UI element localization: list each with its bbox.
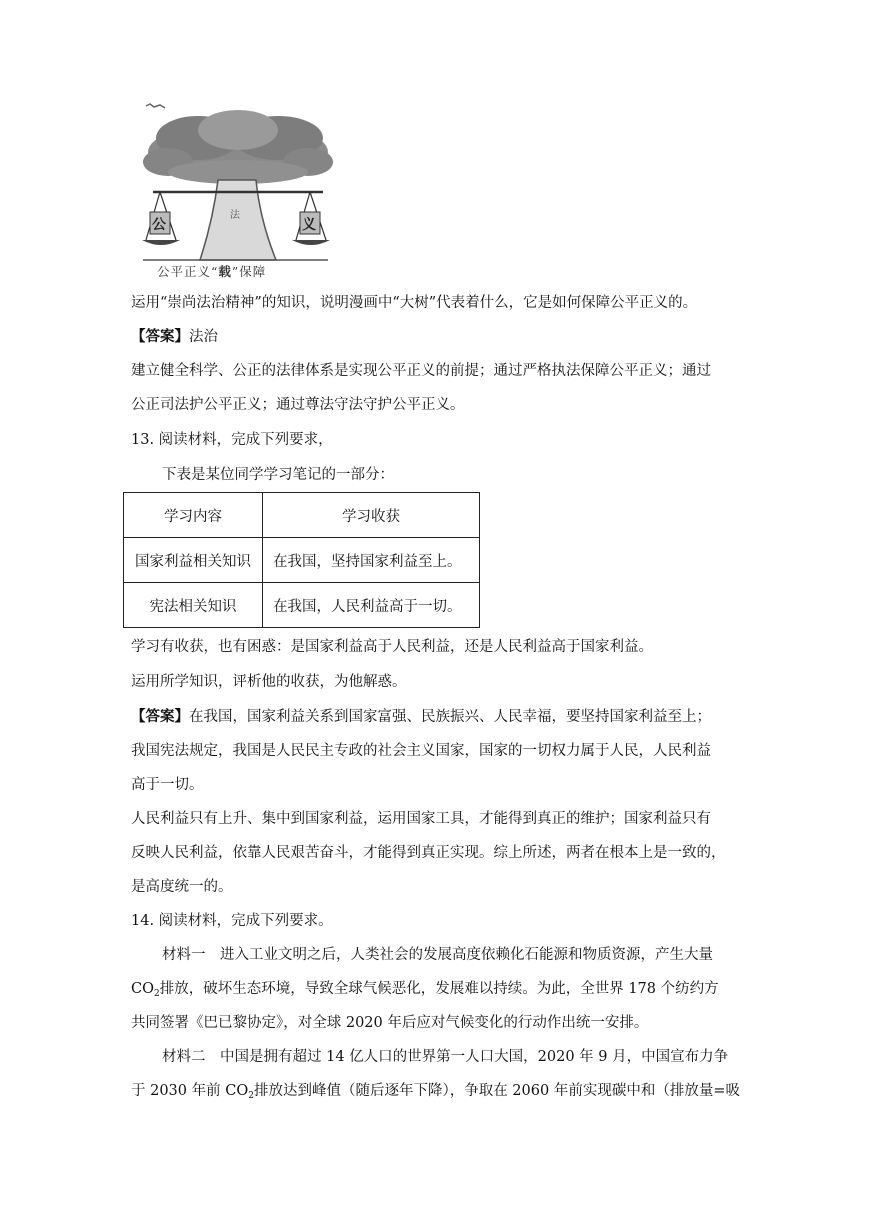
q12-explain-1: 建立健全科学、公正的法律体系是实现公平正义的前提；通过严格执法保障公平正义；通过 — [131, 363, 711, 379]
tree-glyph: 法 — [230, 210, 240, 221]
table-cell: 在我国，坚持国家利益至上。 — [263, 538, 480, 583]
table-header-cell: 学习内容 — [124, 493, 263, 538]
q13-intro: 下表是某位同学学习笔记的一部分： — [162, 467, 394, 483]
table-row — [124, 538, 480, 583]
left-scale — [142, 192, 180, 245]
table-cell: 在我国，人民利益高于一切。 — [263, 583, 480, 628]
q13-answer-2: 我国宪法规定，我国是人民民主专政的社会主义国家，国家的一切权力属于人民，人民利益 — [131, 743, 711, 759]
q13-answer-5: 反映人民利益，依靠人民艰苦奋斗，才能得到真正实现。综上所述，两者在根本上是一致的， — [131, 845, 726, 861]
q13-answer-4: 人民利益只有上升、集中到国家利益，运用国家工具，才能得到真正的维护；国家利益只有 — [131, 811, 711, 827]
table-cell: 国家利益相关知识 — [124, 538, 263, 583]
right-scale — [292, 192, 330, 245]
cartoon-caption: 公平正义“载”保障 — [157, 264, 267, 279]
q14-material1-line1: 材料一 进入工业文明之后，人类社会的发展高度依赖化石能源和物质资源，产生大量 — [162, 947, 713, 963]
q14-title: 14. 阅读材料，完成下列要求。 — [131, 913, 333, 929]
q13-task: 运用所学知识，评析他的收获，为他解惑。 — [131, 674, 407, 690]
table-cell: 宪法相关知识 — [124, 583, 263, 628]
q12-answer: 【答案】法治 — [131, 328, 218, 345]
cartoon-image — [138, 100, 333, 285]
table-row — [124, 583, 480, 628]
q13-title: 13. 阅读材料，完成下列要求， — [131, 432, 333, 448]
q12-explain-2: 公正司法护公平正义；通过尊法守法守护公平正义。 — [131, 397, 465, 413]
q13-answer-6: 是高度统一的。 — [131, 879, 233, 895]
q13-confusion: 学习有收获，也有困惑：是国家利益高于人民利益，还是人民利益高于国家利益。 — [131, 639, 653, 655]
q13-answer-3: 高于一切。 — [131, 777, 204, 793]
q14-material1-line2: $CO_2$排放，破坏生态环境，导致全球气候恶化，发展难以持续。为此，全世界 178 个纺约方 — [131, 981, 719, 999]
q14-material1-line3: 共同签署《巴已黎协定》，对全球 2020 年后应对气候变化的行动作出统一安排。 — [131, 1015, 649, 1031]
table-header-row — [124, 493, 480, 538]
table-header-cell: 学习收获 — [263, 493, 480, 538]
svg-text:公: 公 — [152, 217, 166, 233]
q13-answer-1: 【答案】在我国，国家利益关系到国家富强、民族振兴、人民幸福，要坚持国家利益至上； — [131, 708, 711, 725]
q12-question: 运用“崇尚法治精神”的知识，说明漫画中“大树”代表着什么，它是如何保障公平正义的。 — [131, 295, 698, 311]
q14-material2-line2: 于 2030 年前 $CO_2$排放达到峰值（随后逐年下降），争取在 2060 年前实现碳中和（排放量=吸 — [131, 1083, 740, 1101]
study-notes-table — [123, 492, 480, 628]
q14-material2-line1: 材料二 中国是拥有超过 14 亿人口的世界第一人口大国，2020 年 9 月，中国宣布力争 — [162, 1049, 729, 1065]
tree-canopy — [143, 110, 333, 184]
svg-text:义: 义 — [302, 217, 316, 233]
